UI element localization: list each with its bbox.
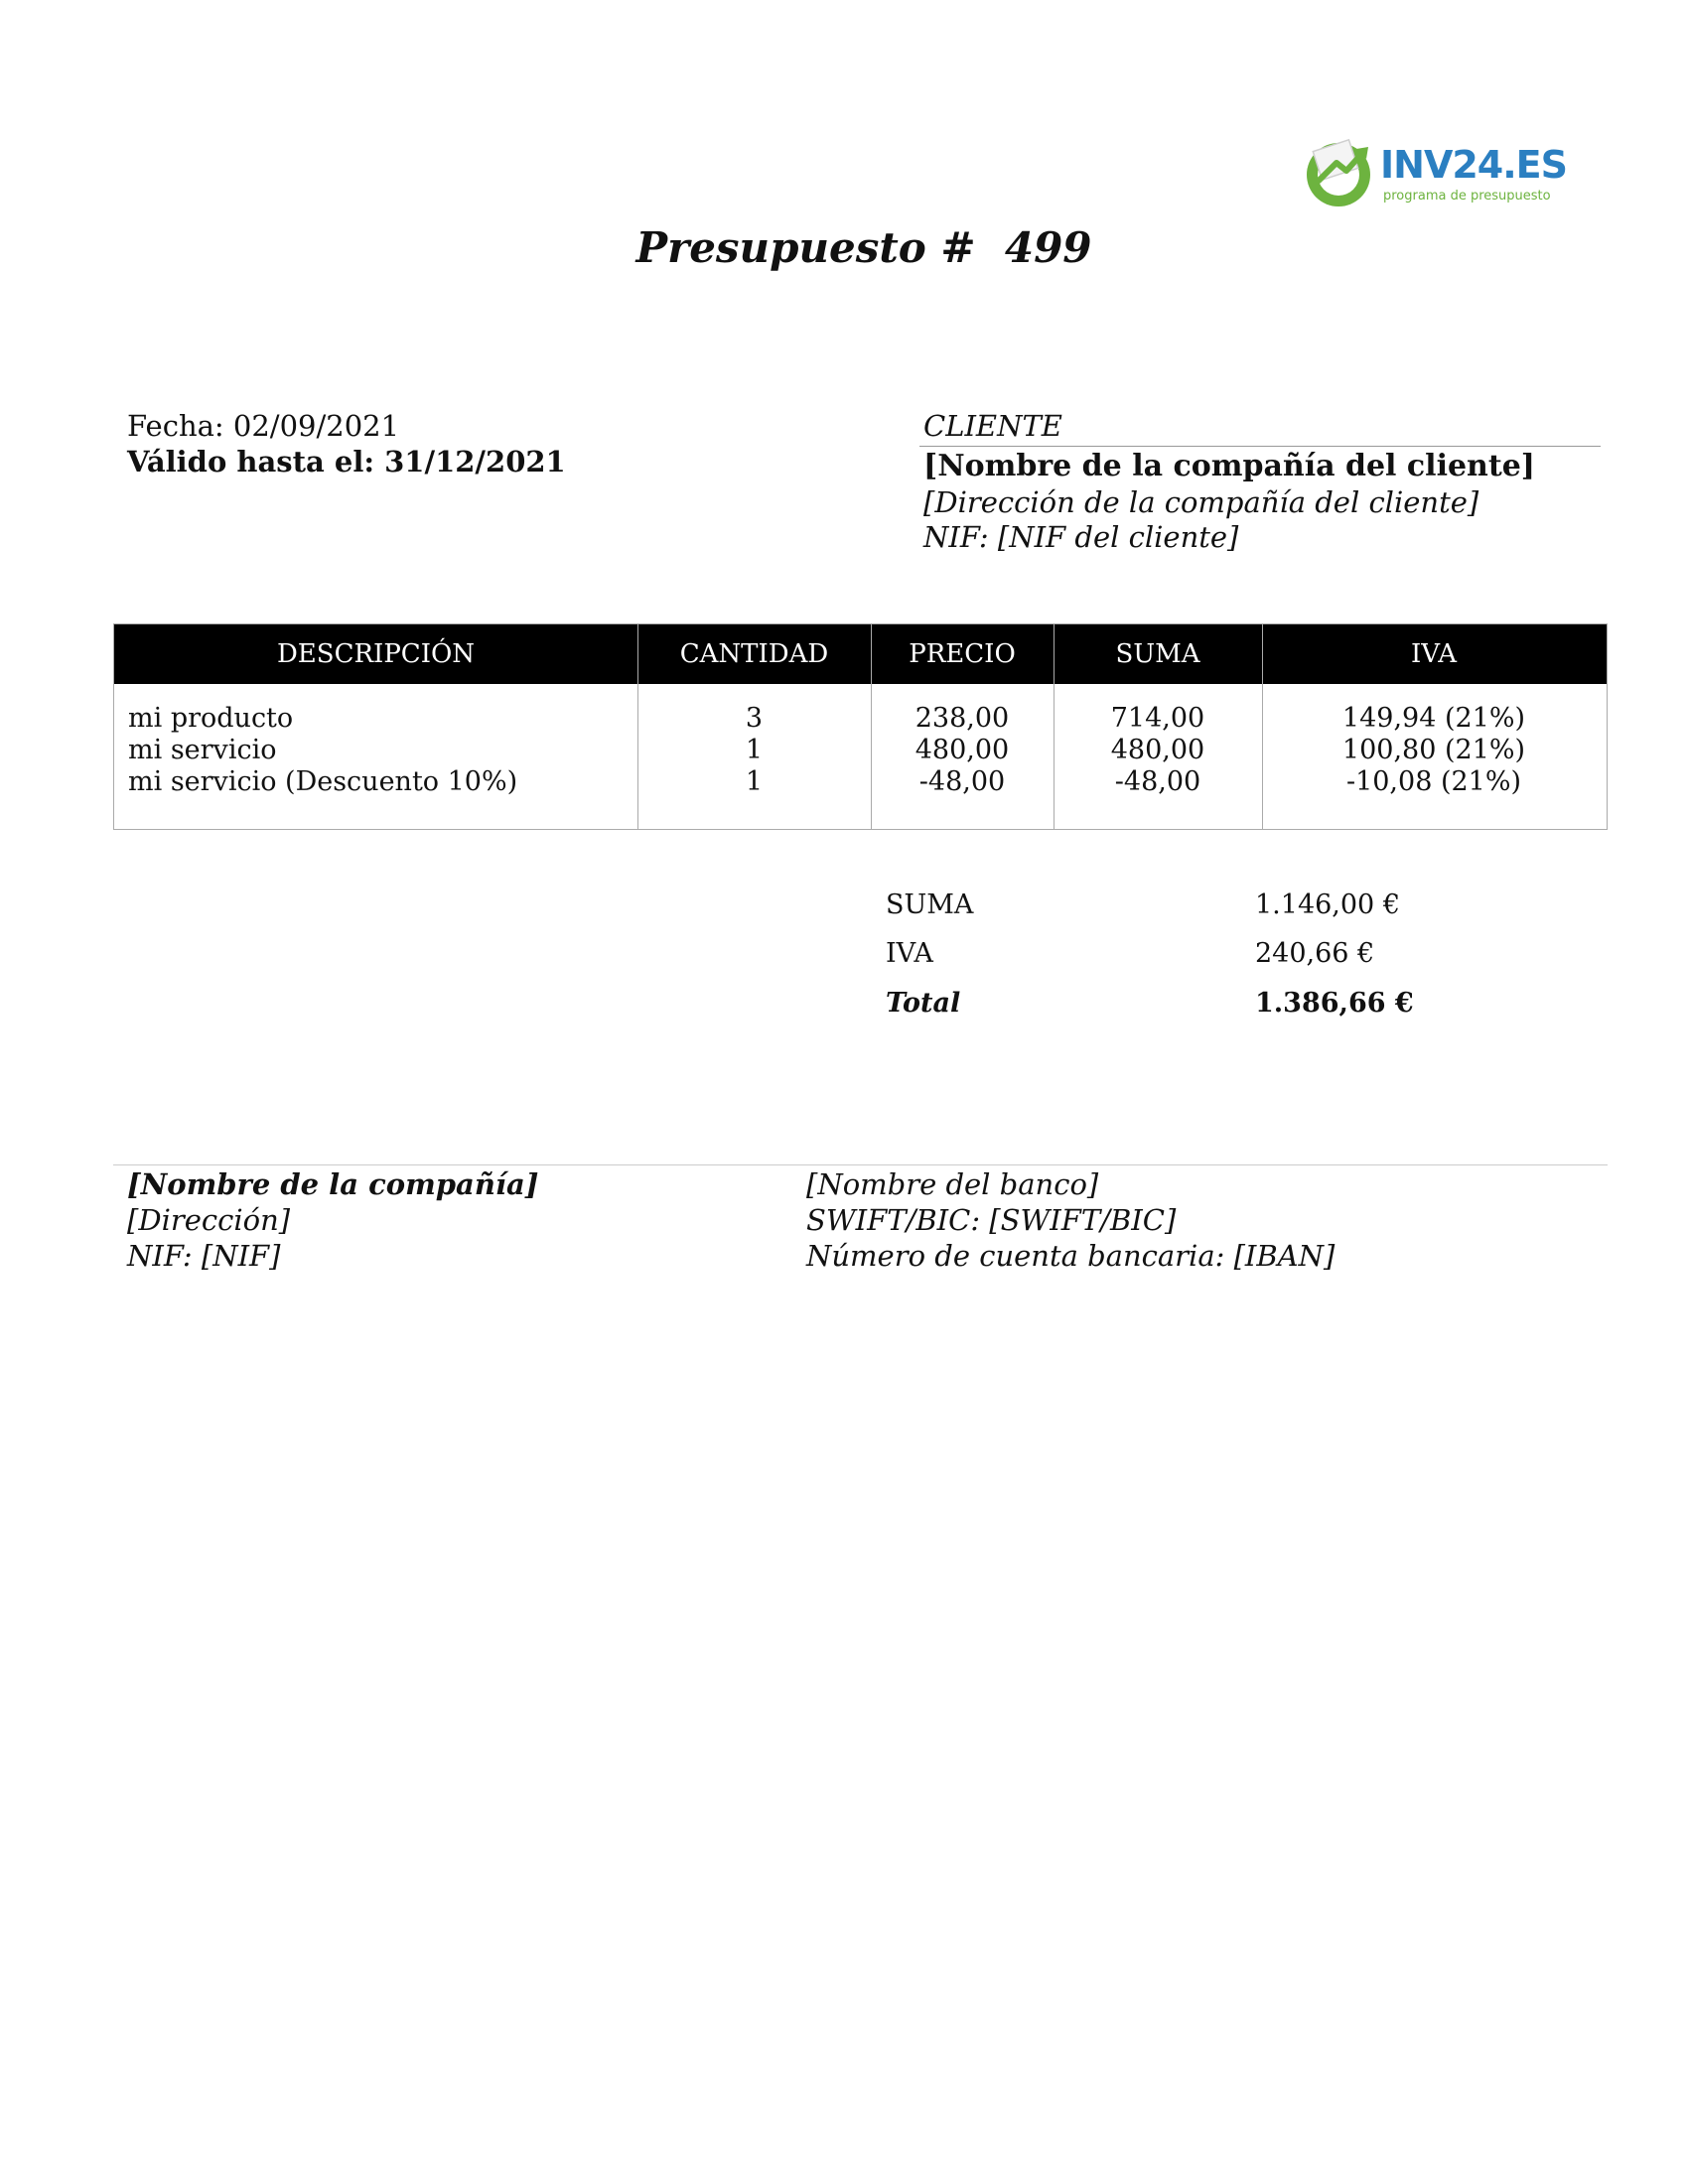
bank-swift: SWIFT/BIC: [SWIFT/BIC] (806, 1203, 1177, 1237)
vat-total-value: 240,66 € (1255, 938, 1375, 969)
row-sum: 714,00 (1110, 703, 1205, 734)
logo-text: INV24.ES (1380, 143, 1567, 187)
client-divider (919, 446, 1601, 447)
subtotal-label: SUMA (886, 889, 974, 920)
subtotal-value: 1.146,00 € (1255, 889, 1400, 920)
header-quantity: CANTIDAD (679, 639, 829, 669)
header-vat: IVA (1410, 639, 1458, 669)
company-name: [Nombre de la compañía] (127, 1167, 539, 1201)
grand-total-value: 1.386,66 € (1255, 988, 1414, 1019)
row-quantity: 1 (745, 735, 764, 765)
items-table (113, 623, 1608, 830)
client-company-name: [Nombre de la compañía del cliente] (923, 449, 1535, 483)
client-nif: NIF: [NIF del cliente] (923, 520, 1239, 554)
row-vat: 100,80 (21%) (1341, 735, 1526, 765)
row-price: -48,00 (918, 766, 1006, 797)
row-description: mi producto (128, 703, 294, 734)
grand-total-label: Total (886, 988, 961, 1019)
row-sum: 480,00 (1110, 735, 1205, 765)
logo-subtitle: programa de presupuesto (1383, 189, 1551, 204)
header-description: DESCRIPCIÓN (276, 639, 476, 669)
row-quantity: 3 (745, 703, 764, 734)
row-quantity: 1 (745, 766, 764, 797)
table-header (114, 624, 1607, 684)
company-address: [Dirección] (127, 1203, 291, 1237)
valid-until-date: Válido hasta el: 31/12/2021 (127, 445, 566, 478)
row-description: mi servicio (Descuento 10%) (128, 766, 518, 797)
company-nif: NIF: [NIF] (127, 1239, 281, 1273)
row-price: 238,00 (914, 703, 1010, 734)
client-company-address: [Dirección de la compañía del cliente] (923, 485, 1479, 519)
bank-iban: Número de cuenta bancaria: [IBAN] (806, 1239, 1336, 1273)
header-sum: SUMA (1115, 639, 1200, 669)
row-vat: -10,08 (21%) (1345, 766, 1522, 797)
vat-total-label: IVA (886, 938, 933, 969)
row-sum: -48,00 (1114, 766, 1201, 797)
row-vat: 149,94 (21%) (1341, 703, 1526, 734)
row-description: mi servicio (128, 735, 277, 765)
header-price: PRECIO (909, 639, 1016, 669)
client-label: CLIENTE (923, 409, 1062, 443)
bank-name: [Nombre del banco] (806, 1167, 1099, 1201)
footer-divider (113, 1164, 1608, 1165)
document-title: Presupuesto # 499 (635, 223, 1092, 272)
issue-date: Fecha: 02/09/2021 (127, 409, 400, 443)
row-price: 480,00 (914, 735, 1010, 765)
